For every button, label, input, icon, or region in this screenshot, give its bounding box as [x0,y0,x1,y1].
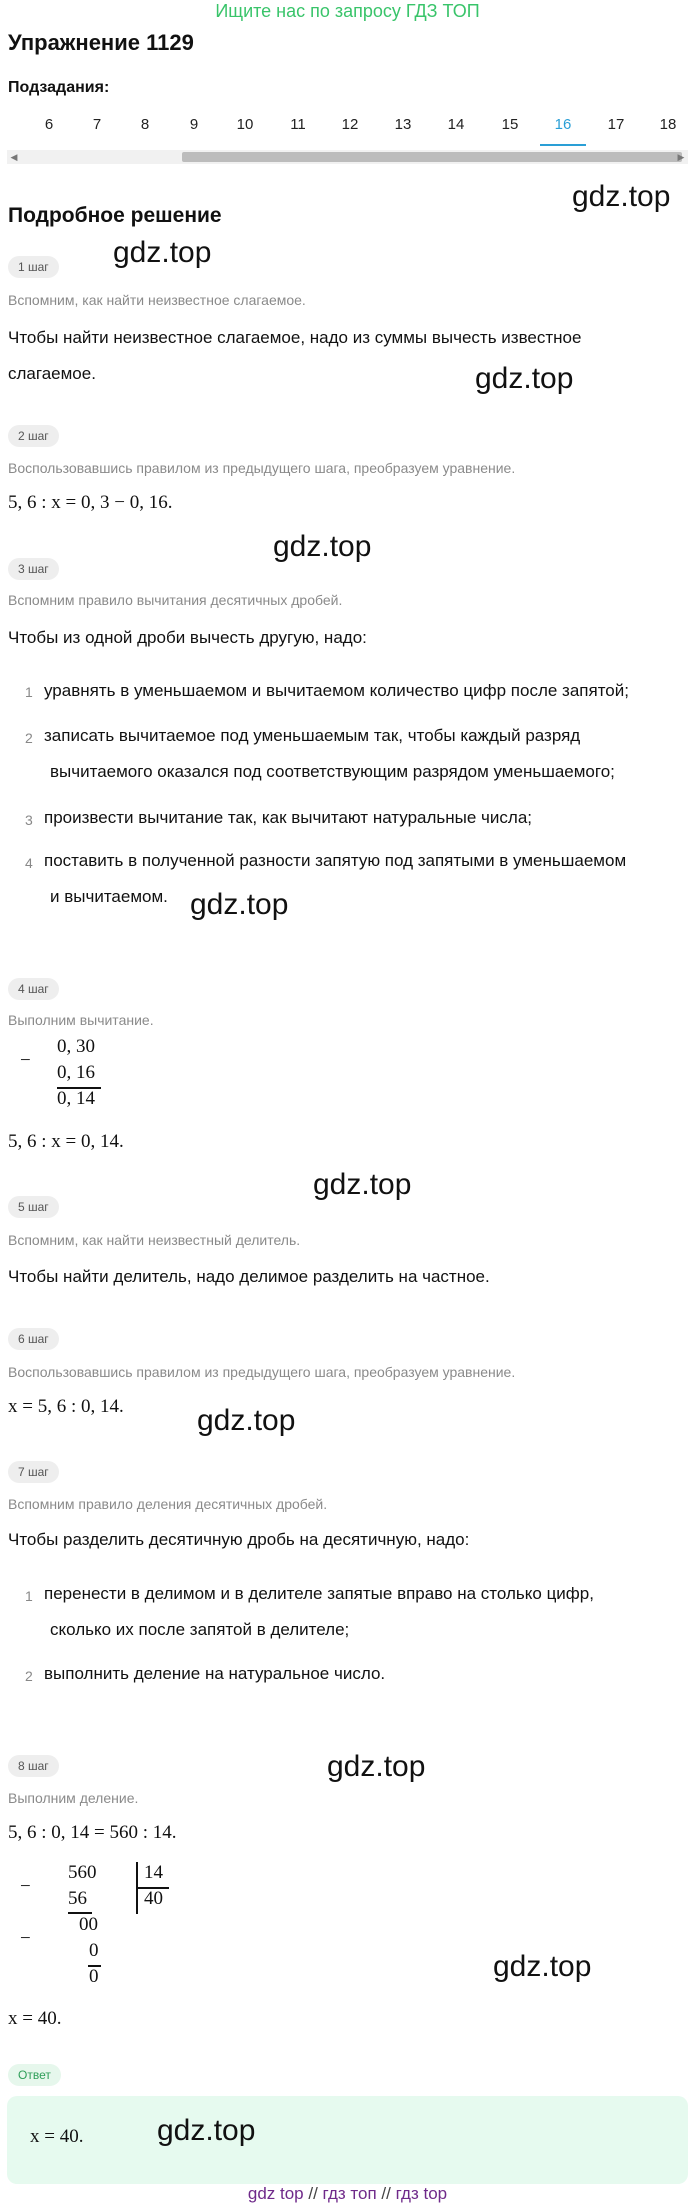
division-remainder: 00 [79,1914,98,1935]
exercise-title: Упражнение 1129 [8,30,194,55]
step-text: Чтобы из одной дроби вычесть другую, надо: [8,628,367,647]
solution-title: Подробное решение [8,204,222,227]
list-number: 4 [25,855,33,871]
step-hint: Вспомним, как найти неизвестное слагаемое. [8,292,306,308]
list-item: записать вычитаемое под уменьшаемым так, чтобы каждый разряд [44,726,581,745]
list-item: уравнять в уменьшаемом и вычитаемом количество цифр после запятой; [44,681,629,700]
division-divisor: 14 [144,1862,163,1883]
tab-11[interactable]: 11 [290,116,306,133]
division-subtrahend: 56 [68,1888,87,1909]
division-dividend: 560 [68,1862,97,1883]
step-badge: 8 шаг [8,1755,59,1777]
equation: 5, 6 : x = 0, 3 − 0, 16. [8,492,173,513]
watermark: gdz.top [273,530,372,563]
list-number: 1 [25,1588,33,1604]
step-badge: 2 шаг [8,425,59,447]
step-badge: 6 шаг [8,1328,59,1350]
scrollbar-thumb[interactable] [182,152,682,162]
tab-9[interactable]: 9 [189,116,199,133]
subtasks-label: Подзадания: [8,79,110,96]
step-hint: Вспомним правило деления десятичных дробей. [8,1496,328,1512]
watermark: gdz.top [475,362,574,395]
answer-equation: x = 40. [30,2126,84,2147]
step-hint: Вспомним, как найти неизвестный делитель. [8,1232,301,1248]
tab-16[interactable]: 16 [554,116,572,133]
column-subtrahend: 0, 16 [57,1062,95,1083]
watermark: gdz.top [572,180,671,213]
step-hint: Выполним вычитание. [8,1012,154,1028]
column-minuend: 0, 30 [57,1036,95,1057]
step-text: Чтобы найти неизвестное слагаемое, надо из суммы вычесть известное [8,328,582,347]
watermark: gdz.top [313,1168,412,1201]
subtask-tabs [12,116,684,144]
tab-6[interactable]: 6 [44,116,54,133]
watermark: gdz.top [197,1404,296,1437]
division-subtrahend: 0 [89,1940,99,1961]
equation: 5, 6 : 0, 14 = 560 : 14. [8,1822,177,1843]
tab-18[interactable]: 18 [659,116,677,133]
search-prompt-link[interactable]: Ищите нас по запросу ГДЗ ТОП [215,1,480,21]
step-text: Чтобы разделить десятичную дробь на десятичную, надо: [8,1530,470,1549]
tab-7[interactable]: 7 [92,116,102,133]
step-hint: Воспользовавшись правилом из предыдущего шага, преобразуем уравнение. [8,1364,516,1380]
step-badge: 3 шаг [8,558,59,580]
equation: x = 5, 6 : 0, 14. [8,1396,124,1417]
step-hint: Воспользовавшись правилом из предыдущего шага, преобразуем уравнение. [8,460,516,476]
footer-link[interactable]: gdz top [247,2184,304,2203]
step-badge: 5 шаг [8,1196,59,1218]
tab-8[interactable]: 8 [140,116,150,133]
scroll-left-icon[interactable]: ◀ [10,152,18,162]
answer-box [7,2096,688,2184]
step-hint: Вспомним правило вычитания десятичных дробей. [8,592,343,608]
tab-13[interactable]: 13 [394,116,412,133]
answer-badge: Ответ [8,2064,61,2086]
equation: x = 40. [8,2008,62,2029]
tab-14[interactable]: 14 [447,116,465,133]
equation: 5, 6 : x = 0, 14. [8,1131,124,1152]
active-tab-indicator [540,144,586,146]
list-number: 2 [25,1668,33,1684]
list-number: 3 [25,812,33,828]
tab-15[interactable]: 15 [501,116,519,133]
footer-separator: // [381,2184,391,2203]
minus-sign: − [20,1050,31,1071]
column-result: 0, 14 [57,1088,95,1109]
step-text: слагаемое. [8,364,96,383]
list-item: и вычитаемом. [50,887,168,906]
footer-separator: // [308,2184,318,2203]
watermark: gdz.top [190,888,289,921]
scroll-right-icon[interactable]: ▶ [677,152,685,162]
watermark: gdz.top [113,236,212,269]
list-item: выполнить деление на натуральное число. [44,1664,386,1683]
step-badge: 7 шаг [8,1461,59,1483]
footer-link[interactable]: гдз топ [322,2184,377,2203]
list-item: вычитаемого оказался под соответствующим разрядом уменьшаемого; [50,762,615,781]
watermark: gdz.top [493,1950,592,1983]
minus-sign: − [20,1928,31,1949]
minus-sign: − [20,1876,31,1897]
step-badge: 1 шаг [8,256,59,278]
list-number: 1 [25,684,33,700]
watermark: gdz.top [327,1750,426,1783]
tab-17[interactable]: 17 [607,116,625,133]
list-number: 2 [25,730,33,746]
list-item: поставить в полученной разности запятую под запятыми в уменьшаемом [44,851,627,870]
division-final-remainder: 0 [89,1966,99,1987]
step-badge: 4 шаг [8,978,59,1000]
list-item: сколько их после запятой в делителе; [50,1620,350,1639]
list-item: произвести вычитание так, как вычитают натуральные числа; [44,808,532,827]
list-item: перенести в делимом и в делителе запятые вправо на столько цифр, [44,1584,594,1603]
tabs-scrollbar[interactable] [7,150,688,164]
footer-links [0,2184,695,2204]
division-quotient: 40 [144,1888,163,1909]
tab-10[interactable]: 10 [236,116,254,133]
footer-link[interactable]: гдз top [395,2184,448,2203]
step-text: Чтобы найти делитель, надо делимое разделить на частное. [8,1267,490,1286]
tab-12[interactable]: 12 [341,116,359,133]
step-hint: Выполним деление. [8,1790,139,1806]
watermark: gdz.top [157,2114,256,2147]
